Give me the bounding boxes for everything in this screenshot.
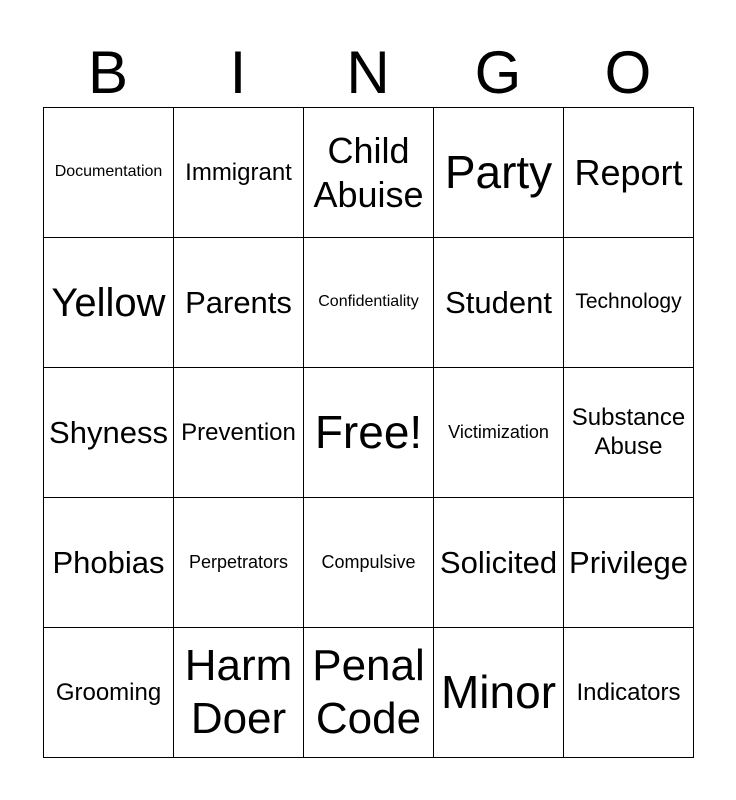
header-letter-i: I <box>229 39 247 106</box>
bingo-cell-r2-c3[interactable]: Confidentiality <box>304 238 434 368</box>
bingo-cell-r2-c2[interactable]: Parents <box>174 238 304 368</box>
bingo-cell-r4-c4[interactable]: Solicited <box>434 498 564 628</box>
bingo-cell-r3-c3-free[interactable]: Free! <box>304 368 434 498</box>
bingo-cell-r4-c3[interactable]: Compulsive <box>304 498 434 628</box>
bingo-cell-r5-c5[interactable]: Indicators <box>564 628 694 758</box>
bingo-cell-r3-c4[interactable]: Victimization <box>434 368 564 498</box>
bingo-cell-r1-c4[interactable]: Party <box>434 108 564 238</box>
bingo-cell-r1-c2[interactable]: Immigrant <box>174 108 304 238</box>
bingo-cell-r1-c3[interactable]: Child Abuise <box>304 108 434 238</box>
bingo-cell-r2-c4[interactable]: Student <box>434 238 564 368</box>
bingo-cell-r3-c1[interactable]: Shyness <box>44 368 174 498</box>
bingo-cell-r4-c1[interactable]: Phobias <box>44 498 174 628</box>
bingo-cell-r1-c5[interactable]: Report <box>564 108 694 238</box>
bingo-cell-r5-c3[interactable]: Penal Code <box>304 628 434 758</box>
header-letter-o: O <box>604 39 652 106</box>
bingo-cell-r5-c4[interactable]: Minor <box>434 628 564 758</box>
bingo-cell-r3-c2[interactable]: Prevention <box>174 368 304 498</box>
bingo-cell-r3-c5[interactable]: Substance Abuse <box>564 368 694 498</box>
bingo-cell-r2-c5[interactable]: Technology <box>564 238 694 368</box>
bingo-cell-r2-c1[interactable]: Yellow <box>44 238 174 368</box>
header-letter-g: G <box>474 39 522 106</box>
header-letter-n: N <box>346 39 390 106</box>
bingo-cell-r5-c2[interactable]: Harm Doer <box>174 628 304 758</box>
bingo-board <box>43 107 694 758</box>
bingo-cell-r1-c1[interactable]: Documentation <box>44 108 174 238</box>
bingo-cell-r4-c2[interactable]: Perpetrators <box>174 498 304 628</box>
bingo-header <box>43 40 693 106</box>
header-letter-b: B <box>87 39 129 106</box>
bingo-cell-r5-c1[interactable]: Grooming <box>44 628 174 758</box>
bingo-cell-r4-c5[interactable]: Privilege <box>564 498 694 628</box>
